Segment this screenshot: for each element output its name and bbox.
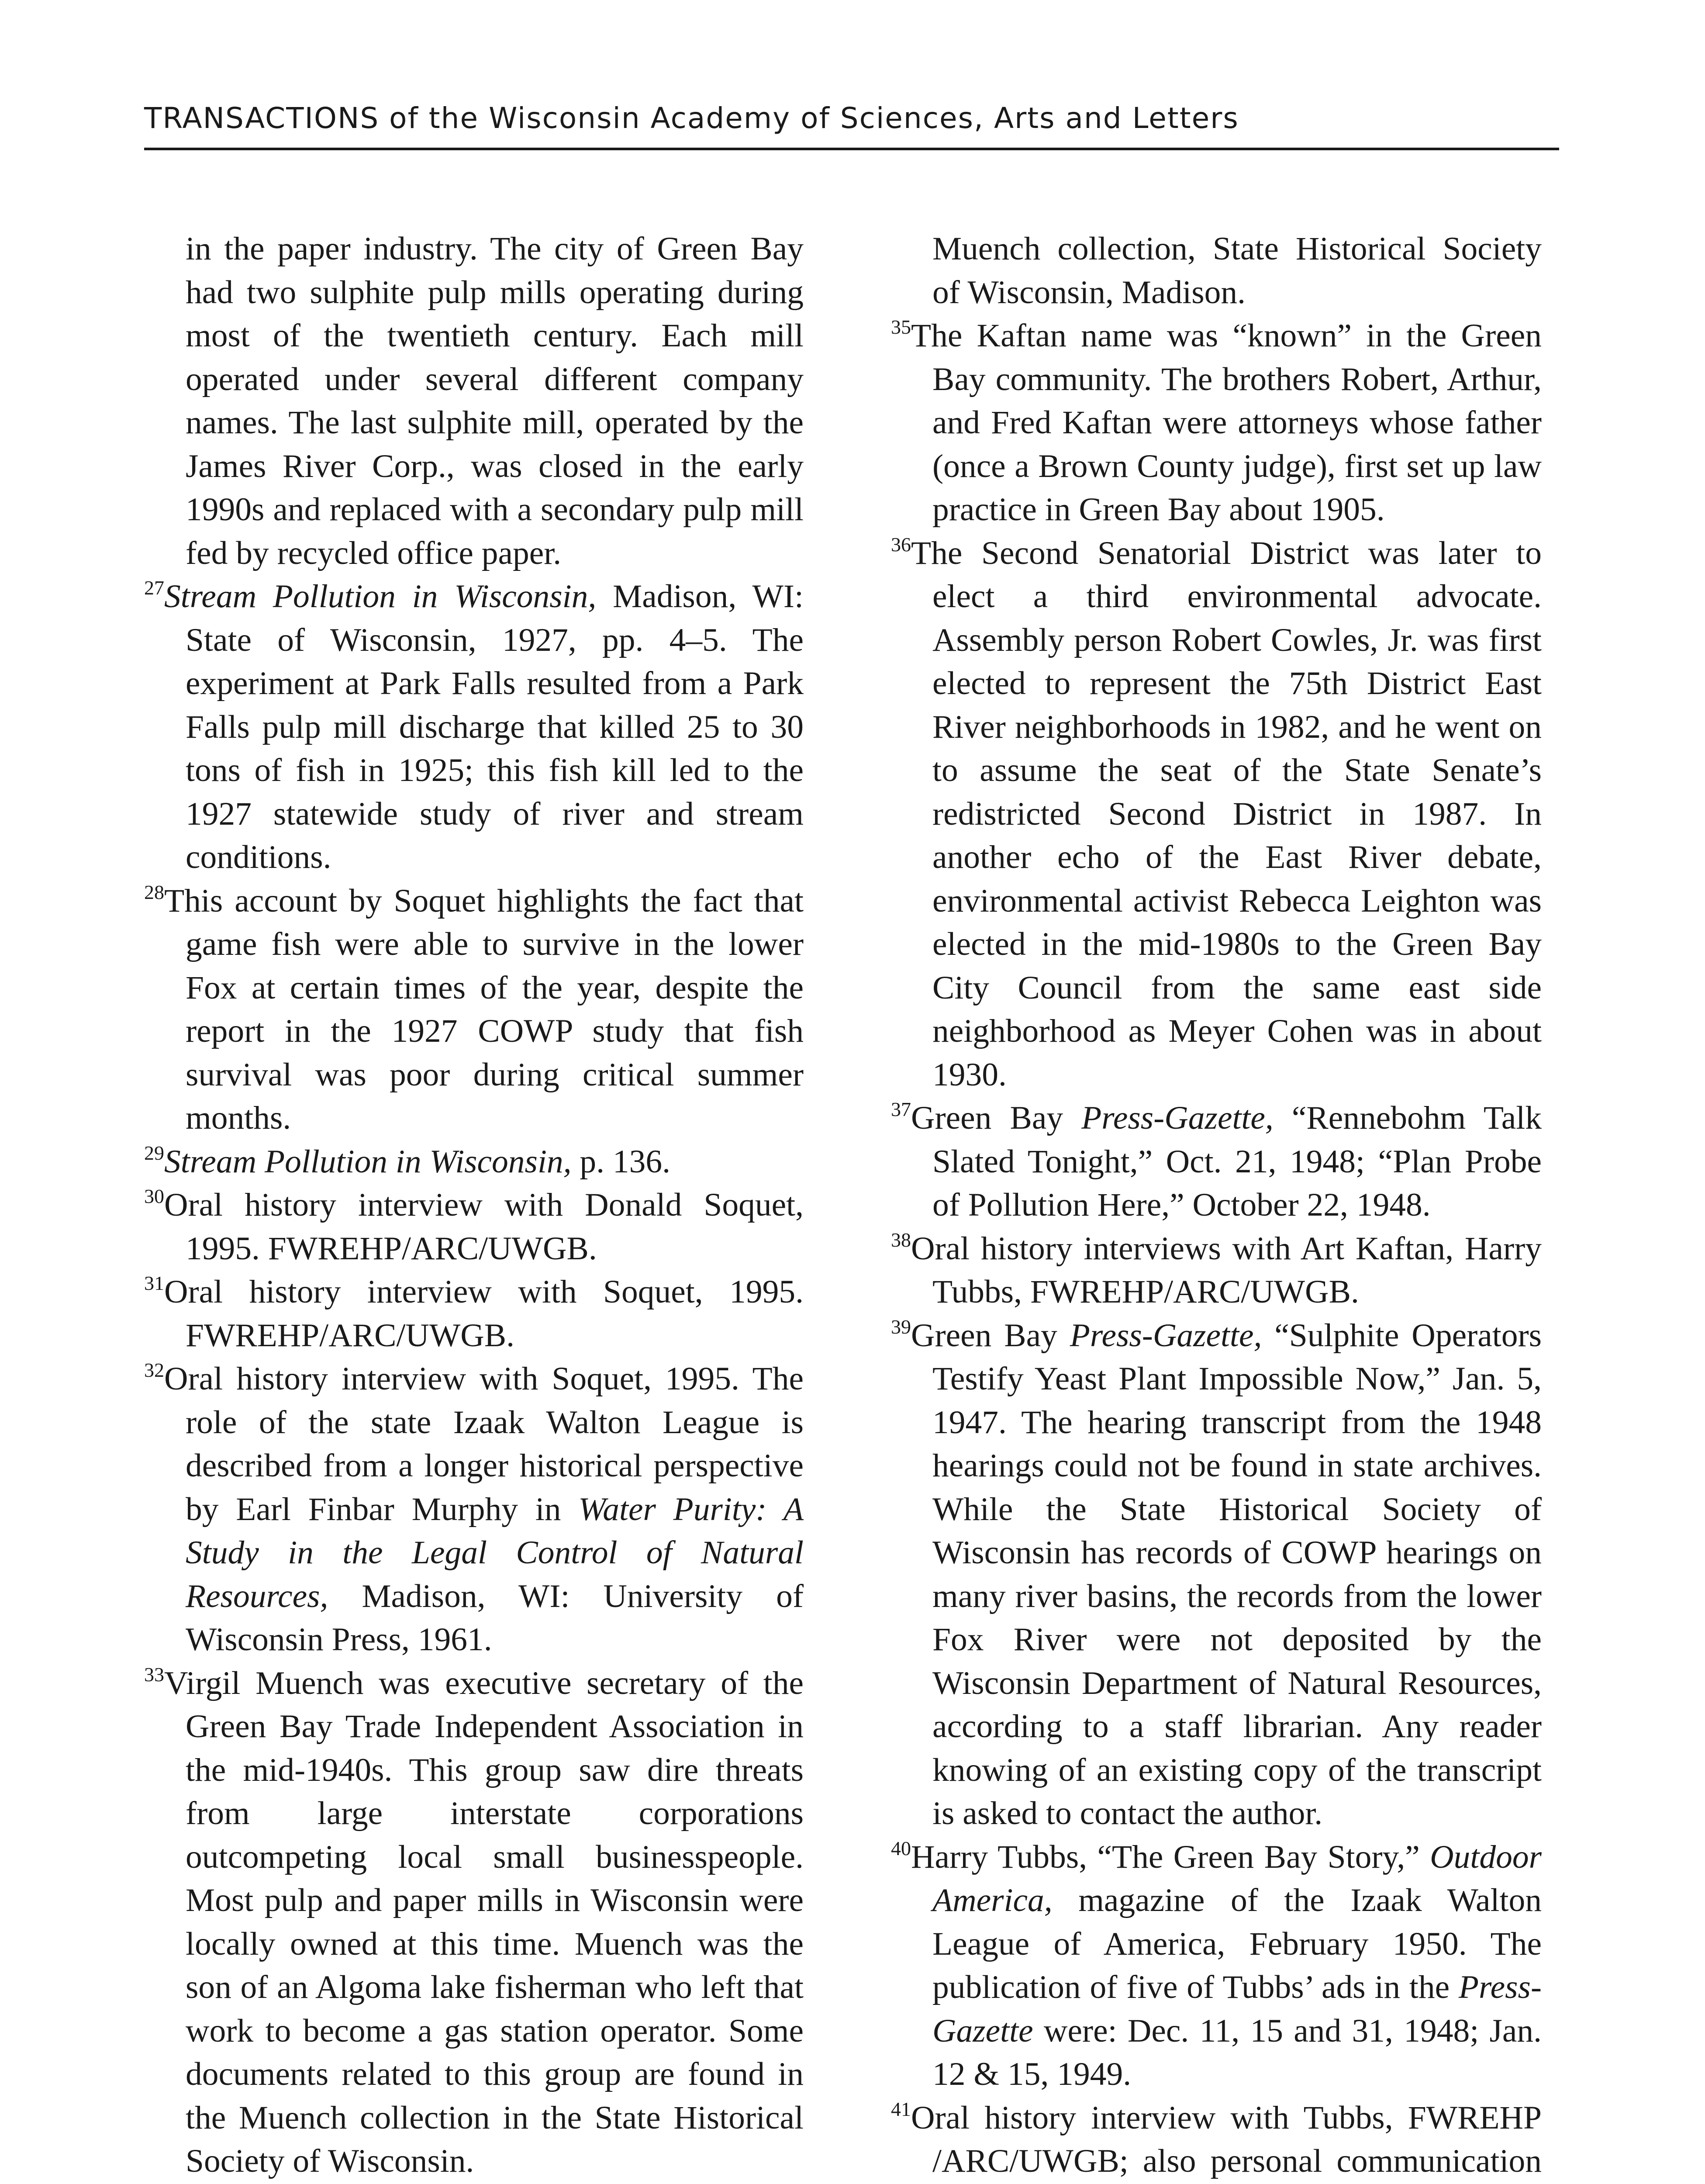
footnote-text: Oral history interviews with Art Kaftan, Harry Tubbs, FWREHP/ARC/UWGB. [911,1230,1542,1310]
footnote-text: “Rennebohm Talk Slated Tonight,” Oct. 21, 1948; “Plan Probe of Pollution Here,” October 22, 1948. [932,1100,1542,1223]
footnote-title: Press-Gazette, [1070,1317,1262,1354]
footnote-number: 32 [144,1359,164,1382]
footnote-number: 35 [891,316,911,339]
continued-note-text: Muench collection, State Historical Society of Wisconsin, Madison. [932,231,1542,311]
footnote-number: 36 [891,533,911,556]
footnote-title: Outdoor America, [932,1838,1542,1918]
footnote-title: Stream Pollution in Wisconsin, [164,1143,572,1180]
footnote-text: Madison, WI: State of Wisconsin, 1927, pp. 4–5. The experiment at Park Falls resulted from a Park Falls pulp mill discharge that killed 25 to 30 tons of fish in 1925; this fish kill led to the 1927 statewide study of river and stream conditions. [186,578,804,875]
footnote-32 [144,1357,804,1662]
footnote-text: The Kaftan name was “known” in the Green Bay community. The brothers Robert, Arthur, and Fred Kaftan were attorneys whose father (once a Brown County judge), first set up law practice in Green Bay about 1905. [911,318,1542,528]
footnote-text: This account by Soquet highlights the fact that game fish were able to survive in the lower Fox at certain times of the year, despite the report in the 1927 COWP study that fish survival was poor during critical summer months. [164,882,804,1136]
footnote-number: 28 [144,881,164,903]
footnote-text: Oral history interview with Soquet, 1995. FWREHP/ARC/UWGB. [164,1274,804,1354]
footnote-40 [891,1835,1550,2096]
footnote-number: 40 [891,1837,911,1859]
footnote-text: Harry Tubbs, “The Green Bay Story,” [911,1838,1430,1875]
footnote-29 [144,1140,804,1184]
footnote-41 [891,2096,1550,2184]
footnote-text: Green Bay [911,1100,1082,1136]
footnote-35 [891,314,1550,532]
footnote-37 [891,1096,1550,1227]
footnote-text: Oral history interview with Soquet, 1995. The role of the state Izaak Walton League is described from a longer historical perspective by Earl Finbar Murphy in [164,1361,804,1527]
footnote-title: Press-Gazette [932,1969,1542,2049]
footnote-text: Madison, WI: University of Wisconsin Press, 1961. [186,1578,804,1658]
footnote-text: p. 136. [571,1143,671,1180]
footnote-text: “Sulphite Operators Testify Yeast Plant Impossible Now,” Jan. 5, 1947. The hearing transcript from the 1948 hearings could not be found in state archives. While the State Historical Society of Wisconsin has records of COWP hearings on many river basins, the records from the lower Fox River were not deposited by the Wisconsin Department of Natural Resources, according to a staff librarian. Any reader knowing of an existing copy of the transcript is asked to contact the author. [932,1317,1542,1832]
continued-note-text: in the paper industry. The city of Green Bay had two sulphite pulp mills operating during most of the twentieth century. Each mill operated under several different company names. The last sulphite mill, operated by the James River Corp., was closed in the early 1990s and replaced with a secondary pulp mill fed by recycled office paper. [186,231,804,571]
footnote-title: Water Purity: A Study in the Legal Control of Natural Resources, [186,1491,804,1614]
footnote-number: 41 [891,2098,911,2120]
footnote-36 [891,532,1550,1097]
footnote-33 [144,1662,804,2183]
footnote-28 [144,879,804,1140]
footnote-text: Oral history interview with Donald Soquet, 1995. FWREHP/ARC/UWGB. [164,1187,804,1267]
footnote-title: Press-Gazette, [1081,1100,1274,1136]
footnote-text: Green Bay [911,1317,1070,1354]
footnote-text: were: Dec. 11, 15 and 31, 1948; Jan. 12 & 15, 1949. [932,2012,1542,2092]
footnote-30 [144,1183,804,1270]
footnote-39 [891,1314,1550,1835]
header-rule [144,148,1559,150]
footnote-38 [891,1227,1550,1314]
footnote-31 [144,1270,804,1357]
footnote-title: Stream Pollution in Wisconsin, [164,578,597,615]
footnote-text: The Second Senatorial District was later to elect a third environmental advocate. Assembly person Robert Cowles, Jr. was first elected to represent the 75th District East River neighborhoods in 1982, and he went on to assume the seat of the State Senate’s redistricted Second District in 1987. In another echo of the East River debate, environmental activist Rebecca Leighton was elected in the mid-1980s to the Green Bay City Council from the same east side neighborhood as Meyer Cohen was in about 1930. [911,535,1542,1093]
footnote-number: 39 [891,1315,911,1338]
footnote-number: 29 [144,1141,164,1164]
footnote-number: 37 [891,1098,911,1121]
footnote-number: 27 [144,577,164,599]
right-column [891,227,1550,2184]
footnote-number: 38 [891,1228,911,1251]
footnote-number: 33 [144,1663,164,1686]
footnote-text: magazine of the Izaak Walton League of America, February 1950. The publication of five of Tubbs’ ads in the [932,1882,1542,2005]
footnote-text: Virgil Muench was executive secretary of the Green Bay Trade Independent Association in the mid-1940s. This group saw dire threats from large interstate corporations outcompeting local small businesspeople. Most pulp and paper mills in Wisconsin were locally owned at this time. Muench was the son of an Algoma lake fisherman who left that work to become a gas station operator. Some documents related to this group are found in the Muench collection in the State Historical Society of Wisconsin. [164,1665,804,2179]
running-head: TRANSACTIONS of the Wisconsin Academy of Sciences, Arts and Letters [144,101,1239,135]
left-column [144,227,804,2184]
footnote-text: Oral history interview with Tubbs, FWREHP /ARC/UWGB; also personal communication [911,2099,1542,2179]
footnote-number: 30 [144,1185,164,1208]
footnote-27 [144,575,804,879]
footnote-number: 31 [144,1272,164,1295]
